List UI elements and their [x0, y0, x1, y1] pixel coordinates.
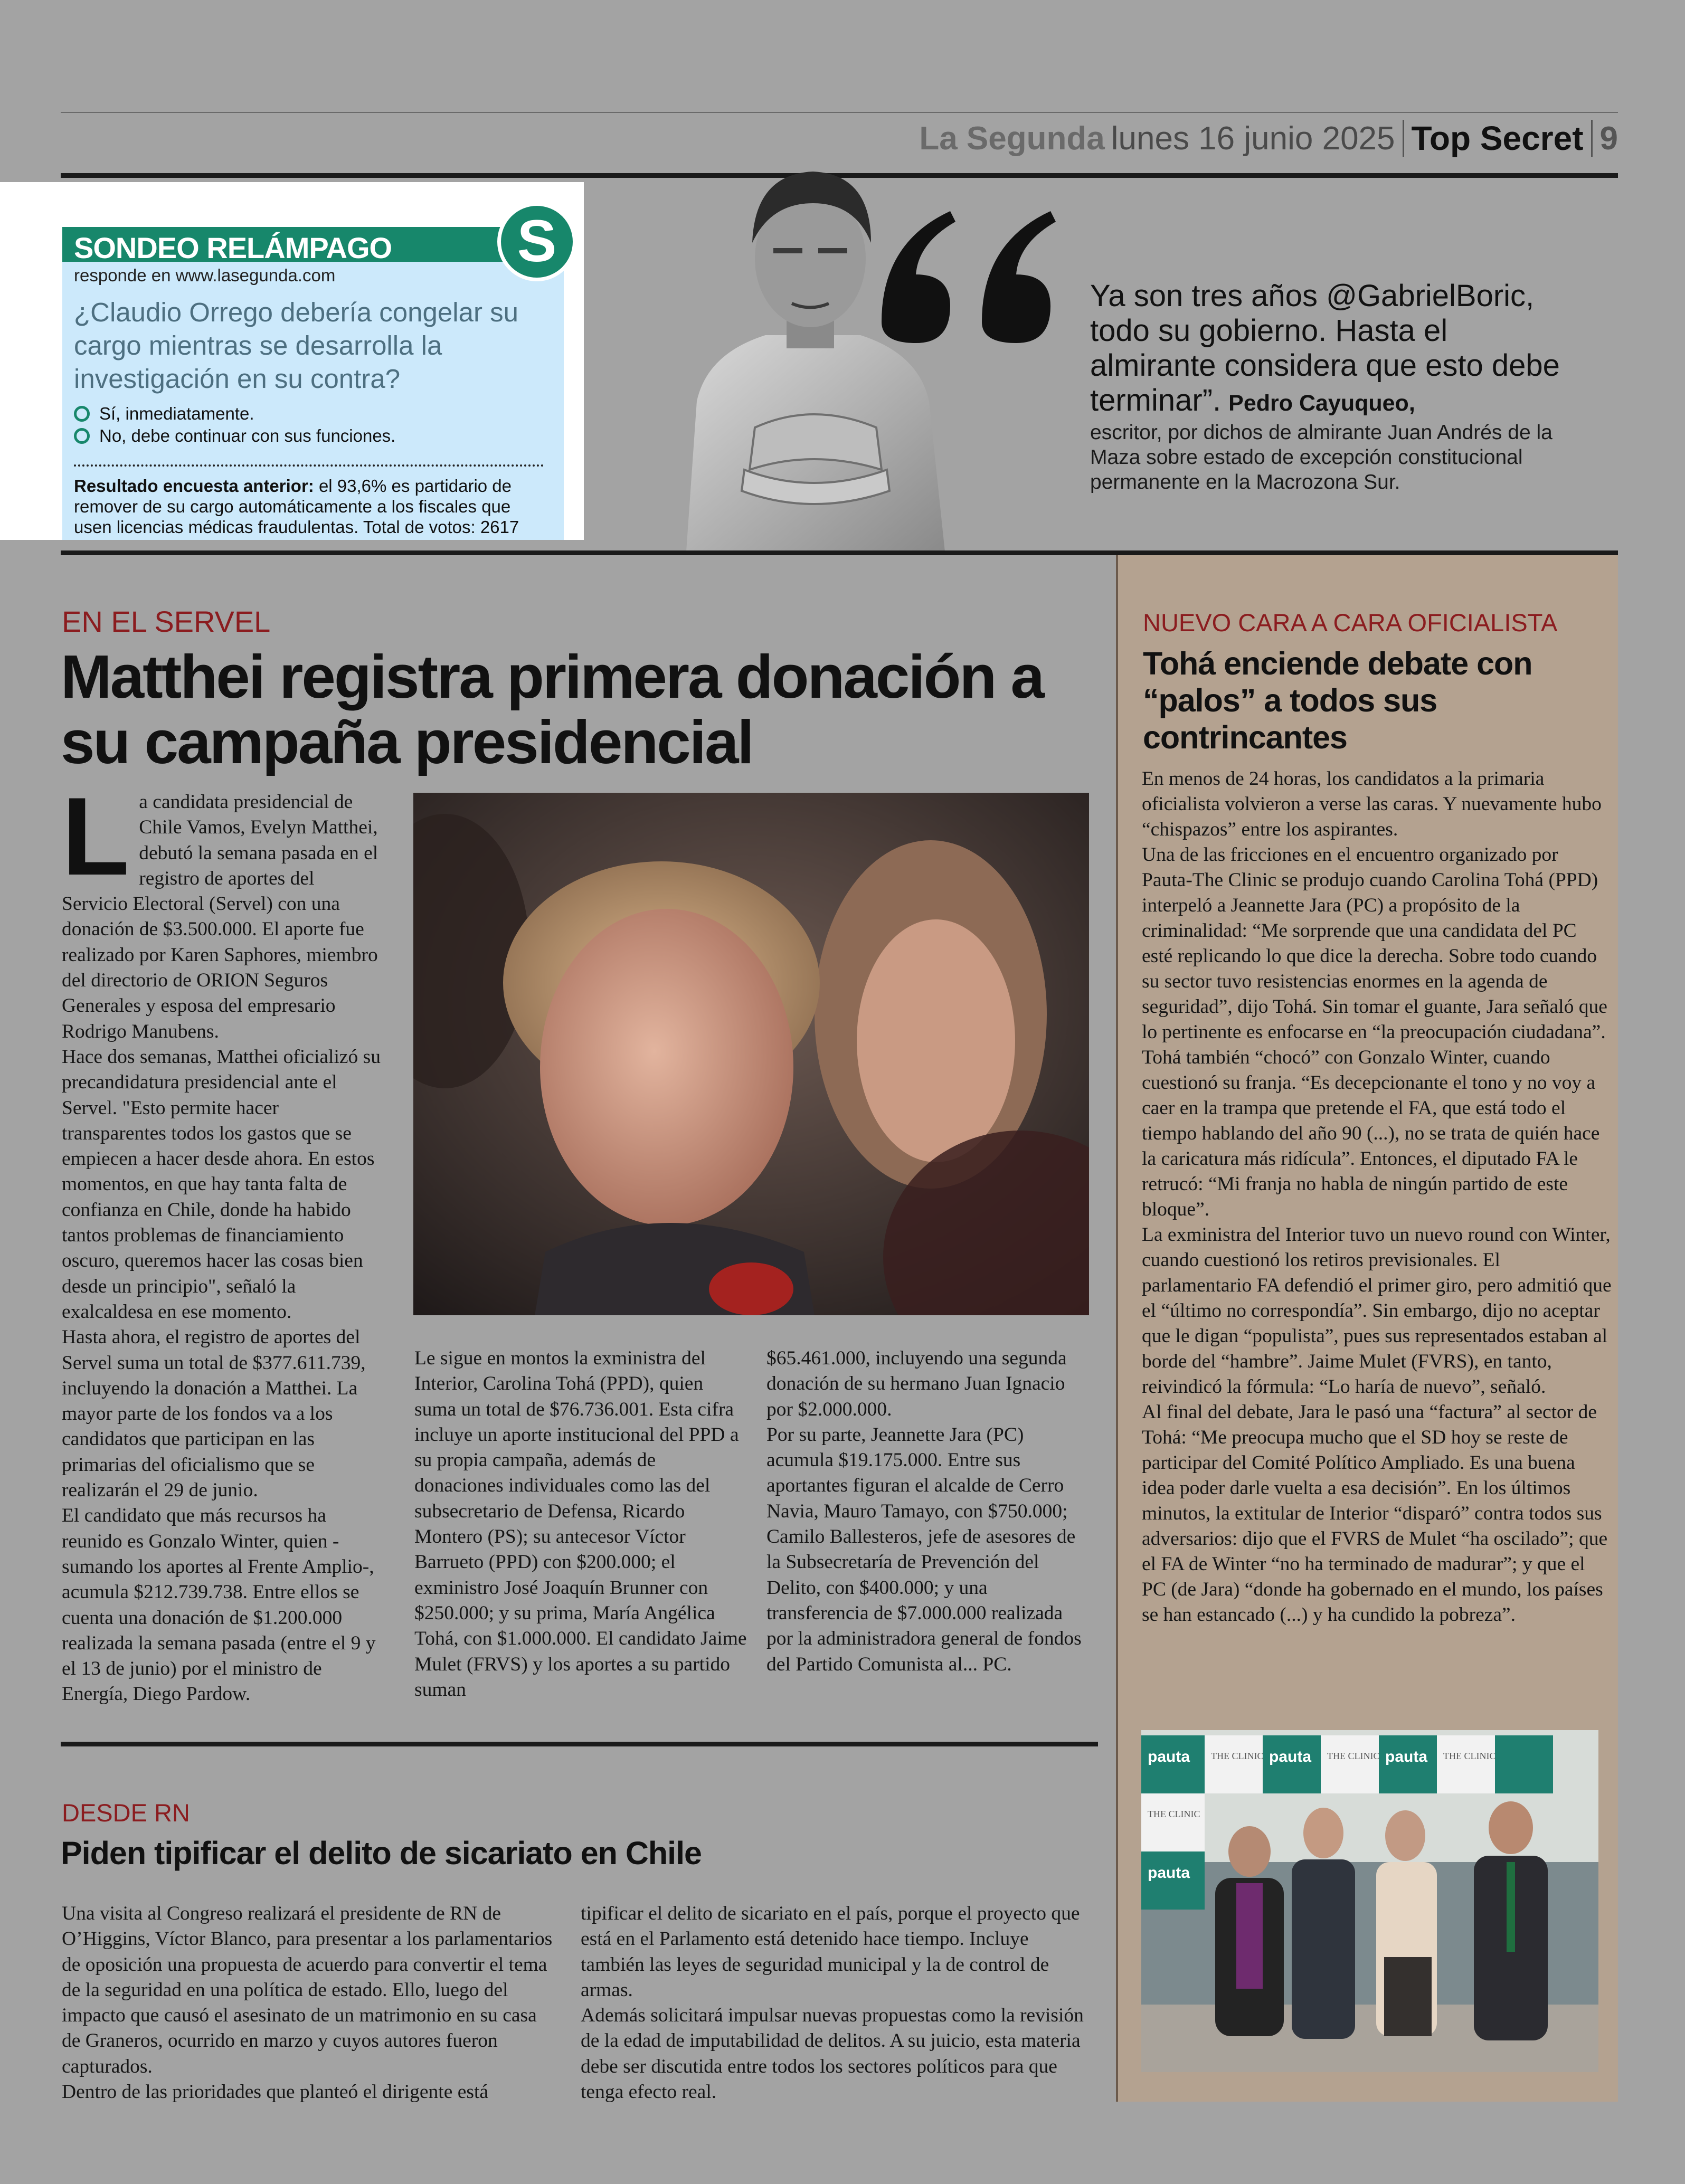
clinic-logo: THE CLINIC [1211, 1751, 1264, 1761]
radio-icon[interactable] [74, 428, 90, 444]
poll-badge: S [497, 202, 576, 281]
paragraph: Una visita al Congreso realizará el presidente de RN de O’Higgins, Víctor Blanco, para presentar a los parlamentarios de oposición una propuesta de acuerdo para convertir el tema de la seguridad en una política de estado. Ello, luego del impacto que causó el asesinato de un matrimonio en su casa de Graneros, ocurrido en marzo y cuyos autores fueron capturados. [62, 1903, 553, 2077]
main-column-3 [766, 1346, 1094, 1677]
paragraph: Hace dos semanas, Matthei oficializó su precandidatura presidencial ante el Servel. "Esto permite hacer transparentes todos los gastos que se empiecen a hacer desde ahora. En estos momentos, en que hay tanta falta de confianza en Chile, donde ha habido tantos problemas de financiamiento oscuro, queremos hacer las cosas bien desde un principio", señaló la exalcaldesa en ese momento. [62, 1046, 381, 1323]
poll-previous-text: el 93,6% es partidario de remover de su cargo automáticamente a los fiscales que usen licencias médicas fraudulentas. Total de votos: 2617 [74, 476, 519, 537]
main-column-2 [414, 1346, 747, 1703]
sidebar-body [1142, 766, 1612, 1628]
page-number: 9 [1599, 120, 1618, 157]
issue-date: lunes 16 junio 2025 [1111, 120, 1395, 157]
poll-website[interactable]: responde en www.lasegunda.com [74, 265, 336, 285]
section-rule [61, 1742, 1098, 1746]
quote-context: escritor, por dichos de almirante Juan Andrés de la Maza sobre estado de excepción constitucional permanente en la Macrozona Sur. [1090, 421, 1553, 493]
rn-column-1 [62, 1901, 555, 2105]
radio-icon[interactable] [74, 406, 90, 422]
poll-option-yes[interactable] [74, 404, 254, 424]
quote-text [1090, 279, 1565, 421]
paragraph: tipificar el delito de sicariato en el país, porque el proyecto que está en el Parlamento está detenido hace tiempo. Incluye también las leyes de seguridad municipal y la de control de armas. [581, 1903, 1080, 2001]
poll-box [0, 182, 584, 540]
paragraph: Además solicitará impulsar nuevas propuestas como la revisión de la edad de imputabilidad de delitos. A su juicio, esta materia debe ser discutida entre todos los sectores políticos para que tenga efecto real. [581, 2005, 1084, 2103]
poll-option-label: No, debe continuar con sus funciones. [99, 426, 396, 445]
quote-author: Pedro Cayuqueo, [1228, 391, 1415, 416]
paragraph: Al final del debate, Jara le pasó una “factura” al sector de Tohá: “Me preocupa mucho que el SD hoy se reste de participar del Comité Político Ampliado. Es una buena idea poder darle vuelta a esa decisión”. En los últimos minutos, la extitular de Interior “disparó” contra todos sus adversarios: dijo que el FVRS de Mulet “ha oscilado”; que el FA de Winter “no ha terminado de madurar”; y que el PC (de Jara) “donde ha gobernado en el mundo, los países se han estancado (...) y ha cundido la pobreza”. [1142, 1401, 1608, 1626]
sidebar-kicker: NUEVO CARA A CARA OFICIALISTA [1143, 609, 1558, 637]
pauta-logo: pauta [1385, 1748, 1428, 1765]
poll-title: SONDEO RELÁMPAGO [74, 231, 392, 264]
pauta-logo: pauta [1269, 1748, 1312, 1765]
sidebar-border [1116, 555, 1118, 2102]
rn-headline: Piden tipificar el delito de sicariato en Chile [61, 1835, 702, 1871]
clinic-logo: THE CLINIC [1148, 1809, 1200, 1819]
main-kicker: EN EL SERVEL [62, 605, 271, 638]
masthead: La Segunda [919, 120, 1105, 157]
paragraph: Una de las fricciones en el encuentro organizado por Pauta-The Clinic se produjo cuando Carolina Tohá (PPD) interpeló a Jeannette Jara (PC) a propósito de la criminalidad: “Me sorprende que una candidata del PC esté replicando lo que dice la derecha. Sobre todo cuando su sector tuvo resistencias enormes en la agenda de seguridad”, dijo Tohá. Sin tomar el guante, Jara señaló que lo pertinente es enfocarse en “la preocupación ciudadana”. [1142, 844, 1607, 1043]
paragraph: $65.461.000, incluyendo una segunda donación de su hermano Juan Ignacio por $2.000.000. [766, 1347, 1067, 1420]
paragraph-text: a candidata presidencial de Chile Vamos, Evelyn Matthei, debutó la semana pasada en el registro de aportes del Servicio Electoral (Servel) con una donación de $3.500.000. El aporte fue realizado por Karen Saphores, miembro del directorio de ORION Seguros Generales y esposa del empresario Rodrigo Manubens. [62, 791, 378, 1042]
quote-body: Ya son tres años @GabrielBoric, todo su gobierno. Hasta el almirante considera que esto debe terminar”. [1090, 279, 1560, 417]
debate-photo [1141, 1730, 1598, 2072]
rn-kicker: DESDE RN [62, 1799, 190, 1827]
quote-icon [871, 201, 1072, 359]
paragraph: Dentro de las prioridades que planteó el dirigente está [62, 2081, 489, 2103]
main-article-photo [413, 793, 1089, 1315]
folio-divider [1591, 120, 1593, 157]
paragraph: Tohá también “chocó” con Gonzalo Winter, cuando cuestionó su franja. “Es decepcionante el tono y no voy a caer en la trampa que pretende el FA, que está todo el tiempo hablando del año 90 (...), no se trata de quién hace la caricatura más ridícula”. Entonces, el diputado FA le retrucó: “Mi franja no habla de ningún partido de este bloque”. [1142, 1047, 1600, 1220]
main-column-1 [62, 774, 384, 1707]
paragraph: La exministra del Interior tuvo un nuevo round con Winter, cuando cuestionó los retiros previsionales. El parlamentario FA defendió el primer giro, pero admitió que el “último no correspondía”. Sin embargo, dijo no aceptar que le digan “populista”, pues sus representados estaban al borde del “hambre”. Jaime Mulet (FVRS), en tanto, reivindicó la fórmula: “Lo haría de nuevo”, señaló. [1142, 1224, 1612, 1398]
paragraph: El candidato que más recursos ha reunido es Gonzalo Winter, quien -sumando los aportes al Frente Amplio-, acumula $212.739.738. Entre ellos se cuenta una donación de $1.200.000 realizada la semana pasada (entre el 9 y el 13 de junio) por el ministro de Energía, Diego Pardow. [62, 1505, 376, 1705]
poll-option-label: Sí, inmediatamente. [99, 404, 254, 423]
page-folio [919, 117, 1618, 159]
poll-previous-result [74, 476, 549, 537]
poll-question: ¿Claudio Orrego debería congelar su cargo mientras se desarrolla la investigación en su contra? [74, 297, 518, 394]
main-headline: Matthei registra primera donación a su campaña presidencial [61, 642, 1044, 776]
clinic-logo: THE CLINIC [1443, 1751, 1496, 1761]
paragraph: Por su parte, Jeannette Jara (PC) acumula $19.175.000. Entre sus aportantes figuran el alcalde de Cerro Navia, Mauro Tamayo, con $750.000; Camilo Ballesteros, jefe de asesores de la Subsecretaría de Prevención del Delito, con $400.000; y una transferencia de $7.000.000 realizada por la administradora general de fondos del Partido Comunista al... PC. [766, 1423, 1082, 1675]
paragraph [62, 774, 384, 1044]
paragraph: Le sigue en montos la exministra del Interior, Carolina Tohá (PPD), quien suma un total de $76.736.001. Esta cifra incluye un aporte institucional del PPD a su propia campaña, además de donaciones individuales como las del subsecretario de Defensa, Ricardo Montero (PS); su antecesor Víctor Barrueto (PPD) con $200.000; el exministro José Joaquín Brunner con $250.000; y su prima, María Angélica Tohá, con $1.000.000. El candidato Jaime Mulet (FRVS) y los aportes a su partido suman [414, 1347, 747, 1701]
rn-column-2 [581, 1901, 1085, 2105]
section-name: Top Secret [1411, 119, 1584, 157]
pauta-logo: pauta [1148, 1748, 1190, 1765]
sidebar-headline: Tohá enciende debate con “palos” a todos sus contrincantes [1143, 645, 1532, 755]
top-rule [61, 112, 1618, 113]
folio-divider [1403, 120, 1404, 157]
dropcap: L [62, 774, 130, 898]
pauta-logo: pauta [1148, 1864, 1190, 1882]
poll-previous-label: Resultado encuesta anterior: [74, 476, 314, 496]
paragraph: Hasta ahora, el registro de aportes del Servel suma un total de $377.611.739, incluyendo la donación a Matthei. La mayor parte de los fondos va a los candidatos que participan en las primarias del oficialismo que se realizarán el 29 de junio. [62, 1326, 366, 1502]
poll-option-no[interactable] [74, 426, 395, 446]
poll-divider [74, 464, 544, 467]
paragraph: En menos de 24 horas, los candidatos a la primaria oficialista volvieron a verse las caras. Y nuevamente hubo “chispazos” entre los aspirantes. [1142, 768, 1602, 840]
section-rule [61, 550, 1618, 555]
clinic-logo: THE CLINIC [1327, 1751, 1380, 1761]
